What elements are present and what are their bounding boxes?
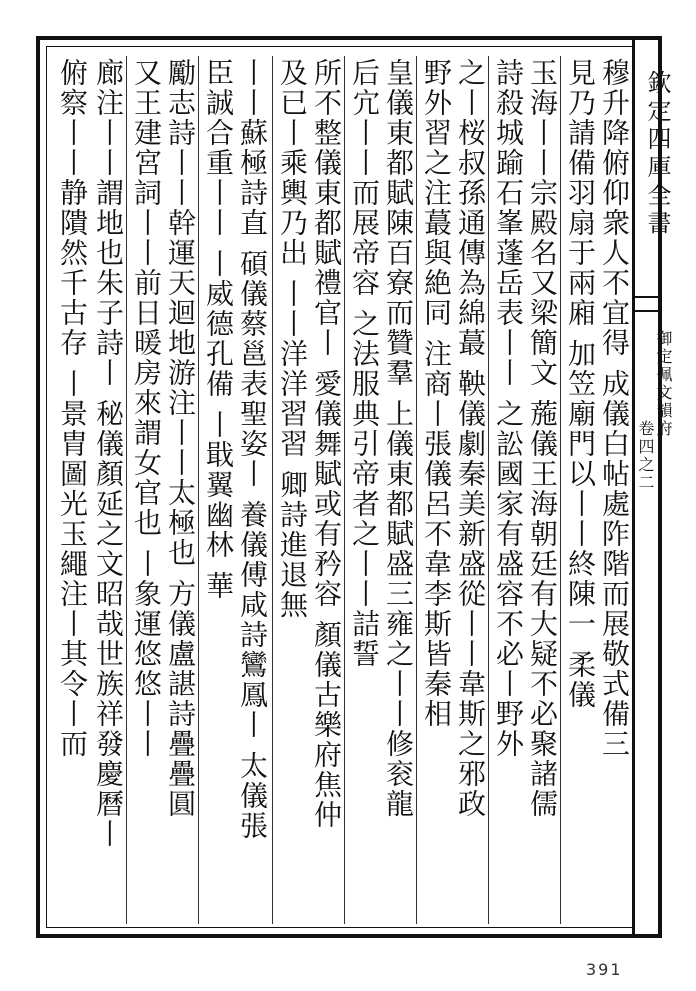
margin-volume: 卷四之二 — [636, 420, 655, 492]
text-column-12: 臣誠合重丨丨 丨威德孔備 丨戢翼幽林 華 — [202, 58, 235, 601]
text-column-4: 詩殺城踰石峯蓬岳表丨丨 之訟國家有盛容不必丨野外 — [492, 58, 525, 759]
text-column-2: 見乃請備羽扇于兩廂 加笠廟門以丨丨終陳一 柔儀 — [564, 58, 597, 710]
margin-book-title: 御定佩文韻府 — [654, 330, 673, 438]
text-column-10: 及已丨乘輿乃出 丨丨洋洋習習 卿詩進退無 — [276, 58, 309, 620]
page-number: 391 — [586, 960, 623, 979]
text-column-9: 所不整儀東都賦禮官丨 愛儀舞賦或有矜容 顏儀古樂府焦仲 — [310, 58, 343, 830]
text-column-6: 野外習之注蕞與絶同 注商丨張儀呂不韋李斯皆秦相 — [420, 58, 453, 729]
column-rule — [560, 56, 561, 924]
column-rule — [416, 56, 417, 924]
column-rule — [344, 56, 345, 924]
column-rule — [198, 56, 199, 924]
column-rule — [272, 56, 273, 924]
text-column-8: 后宂丨丨而展帝容 之法服典引帝者之丨丨詰誓 — [348, 58, 381, 669]
text-column-3: 玉海丨丨宗殿名又梁簡文 葹儀王海朝廷有大疑不必聚諸儒 — [526, 58, 559, 819]
text-column-14: 又王建宮詞丨丨前日暖房來謂女官也 丨象運悠悠丨丨 — [130, 58, 163, 759]
text-column-5: 之丨桜叔孫通傳為綿蕞 鞅儀劇秦美新盛從丨丨韋斯之邪政 — [454, 58, 487, 819]
column-rule — [126, 56, 127, 924]
text-column-15: 廊注丨丨謂地也朱子詩丨 秘儀顏延之文昭哉世族祥發慶曆丨 — [92, 58, 125, 849]
text-column-16: 俯察丨丨静隤然千古存 丨景胄圖光玉繩注丨其令丨而 — [56, 58, 89, 759]
column-rule — [488, 56, 489, 924]
text-column-13: 勵志詩丨丨幹運天迴地游注丨丨太極也 方儀盧諶詩疊疊圓 — [164, 58, 197, 819]
text-column-7: 皇儀東都賦陳百寮而贊羣 上儀東都賦盛三雍之丨丨修衮龍 — [382, 58, 415, 819]
margin-title: 欽定四庫全書 — [643, 70, 671, 238]
fishtail-mark — [634, 296, 662, 312]
text-column-11: 丨丨蘇極詩直 碩儀蔡邕表聖姿丨 養儀傅咸詩鸞鳳丨 太儀張 — [236, 58, 269, 841]
text-column-1: 穆升降俯仰衆人不宜得 成儀白帖處阼階而展敬式備三 — [598, 58, 631, 759]
